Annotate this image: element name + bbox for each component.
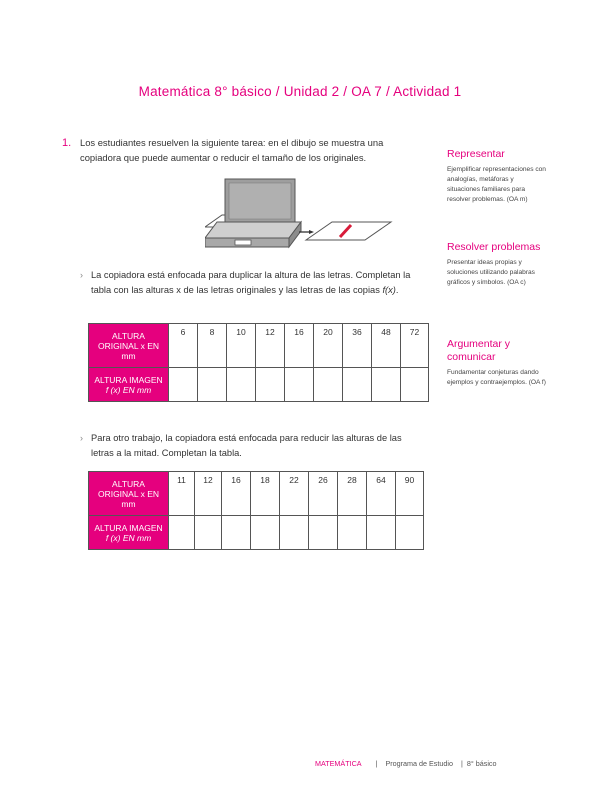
row-label-original-height: ALTURA ORIGINAL x EN mm: [89, 472, 169, 516]
function-notation: f(x): [382, 285, 396, 295]
answer-cell[interactable]: [285, 368, 314, 402]
skill-description: Fundamentar conjeturas dando ejemplos y contraejemplos. (OA f): [447, 369, 546, 386]
answer-cell[interactable]: [309, 516, 338, 550]
row-label-line: ALTURA IMAGEN: [94, 374, 163, 385]
table-cell: 11: [169, 472, 195, 516]
answer-cell[interactable]: [396, 516, 424, 550]
footer-grade: 8° básico: [466, 759, 497, 768]
answer-cell[interactable]: [401, 368, 429, 402]
chevron-right-icon: ›: [80, 270, 83, 280]
table-cell: 6: [169, 324, 198, 368]
table-cell: 10: [227, 324, 256, 368]
bullet-reduce: [80, 431, 420, 461]
footer-divider: |: [375, 759, 378, 768]
skill-heading: Resolver problemas: [447, 241, 541, 253]
row-label-image-height: [89, 516, 169, 550]
table-cell: 8: [198, 324, 227, 368]
skill-description: Presentar ideas propias y soluciones utilizando palabras gráficos y símbolos. (OA c): [447, 259, 535, 286]
answer-cell[interactable]: [195, 516, 222, 550]
row-label-original-height: ALTURA ORIGINAL x EN mm: [89, 324, 169, 368]
table-cell: 90: [396, 472, 424, 516]
table-cell: 72: [401, 324, 429, 368]
table-cell: 36: [343, 324, 372, 368]
answer-cell[interactable]: [222, 516, 251, 550]
table-cell: 20: [314, 324, 343, 368]
answer-cell[interactable]: [227, 368, 256, 402]
row-label-line: ALTURA IMAGEN: [94, 522, 163, 533]
skill-representar: [447, 148, 547, 205]
bullet-text-end: .: [395, 285, 399, 295]
table-cell: 64: [367, 472, 396, 516]
answer-cell[interactable]: [169, 368, 198, 402]
answer-cell[interactable]: [314, 368, 343, 402]
page-footer: [315, 759, 497, 768]
answer-cell[interactable]: [256, 368, 285, 402]
table-cell: 18: [251, 472, 280, 516]
table-cell: 16: [285, 324, 314, 368]
table-cell: 12: [195, 472, 222, 516]
answer-cell[interactable]: [343, 368, 372, 402]
answer-cell[interactable]: [280, 516, 309, 550]
answer-cell[interactable]: [251, 516, 280, 550]
row-label-line: f (x) EN mm: [105, 384, 152, 395]
bullet-duplicate: [80, 268, 420, 298]
table-cell: 22: [280, 472, 309, 516]
table-cell: 12: [256, 324, 285, 368]
footer-divider: |: [461, 759, 463, 768]
skill-resolver-problemas: [447, 241, 547, 288]
answer-cell[interactable]: [198, 368, 227, 402]
skill-argumentar: [447, 338, 547, 388]
row-label-line: f (x) EN mm: [105, 532, 152, 543]
page-title: Matemática 8° básico / Unidad 2 / OA 7 / Actividad 1: [138, 84, 462, 99]
table-cell: 28: [338, 472, 367, 516]
question-text: Los estudiantes resuelven la siguiente tarea: en el dibujo se muestra una copiadora que puede aumentar o reducir el tamaño de los originales.: [80, 137, 384, 163]
table-cell: 16: [222, 472, 251, 516]
question-number: 1.: [62, 137, 72, 149]
footer-program: Programa de Estudio: [385, 759, 453, 768]
table-cell: 48: [372, 324, 401, 368]
skill-heading: Argumentar y comunicar: [447, 338, 511, 363]
skill-heading: Representar: [447, 148, 505, 160]
row-label-image-height: [89, 368, 169, 402]
bullet-text: Para otro trabajo, la copiadora está enfocada para reducir las alturas de las letras a la mitad. Completan la tabla.: [91, 433, 402, 458]
chevron-right-icon: ›: [80, 433, 83, 443]
footer-subject: MATEMÁTICA: [315, 759, 362, 768]
answer-cell[interactable]: [372, 368, 401, 402]
table-reduce: [88, 471, 424, 550]
skill-description: Ejemplificar representaciones con analogías, metáforas y situaciones familiares para resolver problemas. (OA m): [447, 166, 546, 203]
answer-cell[interactable]: [169, 516, 195, 550]
copier-illustration: [205, 176, 395, 254]
table-duplicate: [88, 323, 429, 402]
bullet-text: La copiadora está enfocada para duplicar la altura de las letras. Completan la tabla con las alturas x de las letras originales y las letras de las copias: [91, 270, 411, 295]
table-cell: 26: [309, 472, 338, 516]
answer-cell[interactable]: [338, 516, 367, 550]
answer-cell[interactable]: [367, 516, 396, 550]
